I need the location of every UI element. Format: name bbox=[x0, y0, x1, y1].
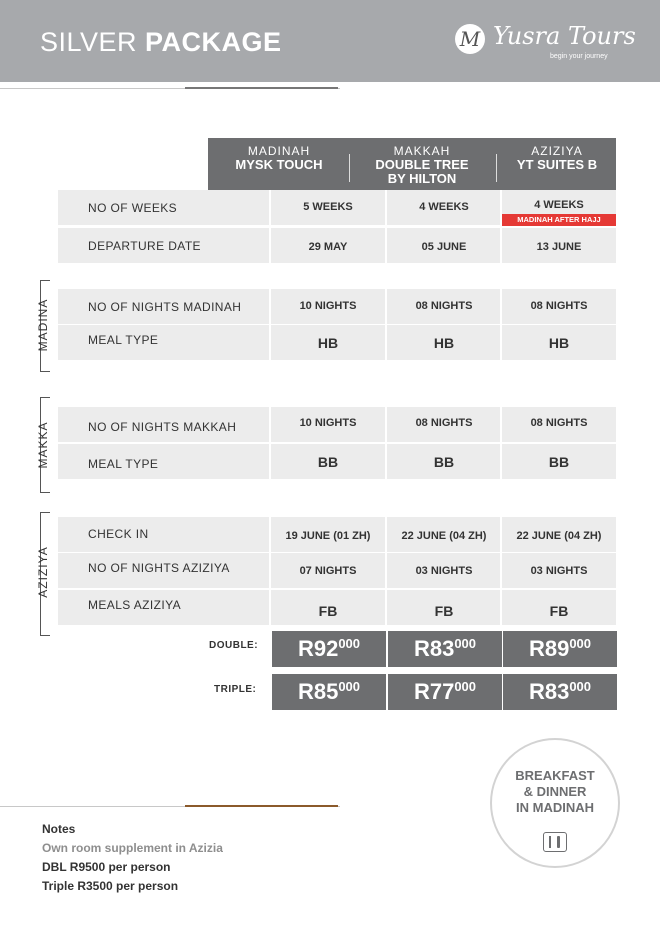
cell-value: 08 NIGHTS bbox=[530, 300, 588, 312]
row-label: NO OF WEEKS bbox=[88, 201, 178, 215]
price-double-madinah: $R92^{000}$ bbox=[272, 631, 386, 667]
row-label: NO OF NIGHTS MADINAH bbox=[88, 300, 242, 314]
logo-mark-icon: M bbox=[455, 24, 485, 54]
row-meal-makkah bbox=[58, 444, 616, 479]
cell-value: 22 JUNE (04 ZH) bbox=[401, 530, 487, 542]
row-label: DEPARTURE DATE bbox=[88, 239, 201, 253]
header-bar bbox=[0, 0, 660, 82]
row-label: NO OF NIGHTS MAKKAH bbox=[88, 420, 237, 434]
cell-value: 22 JUNE (04 ZH) bbox=[516, 530, 602, 542]
cell-value: 05 JUNE bbox=[421, 241, 467, 253]
cell-value: HB bbox=[548, 335, 570, 351]
row-nights-aziziya bbox=[58, 553, 616, 588]
cell-value: 13 JUNE bbox=[536, 241, 582, 253]
row-label: CHECK IN bbox=[88, 527, 149, 541]
cell-value: 08 NIGHTS bbox=[415, 417, 473, 429]
cell-value: 03 NIGHTS bbox=[415, 565, 473, 577]
column-header-makkah: MAKKAH DOUBLE TREE BY HILTON bbox=[375, 144, 469, 186]
cell-value: 08 NIGHTS bbox=[530, 417, 588, 429]
cell-value: 10 NIGHTS bbox=[299, 300, 357, 312]
notes-line: Triple R3500 per person bbox=[42, 879, 179, 893]
row-label: NO OF NIGHTS AZIZIYA bbox=[88, 561, 230, 575]
cell-value: 19 JUNE (01 ZH) bbox=[285, 530, 371, 542]
row-nights-makkah bbox=[58, 407, 616, 442]
cell-value: 4 WEEKS bbox=[419, 201, 469, 213]
row-label: MEALS AZIZIYA bbox=[88, 598, 182, 612]
cell-value: FB bbox=[549, 603, 569, 619]
row-check-in bbox=[58, 517, 616, 552]
section-label-aziziya: AZIZIYA bbox=[36, 546, 50, 598]
column-header-aziziya: AZIZIYA YT SUITES B bbox=[516, 144, 598, 172]
cell-value: 03 NIGHTS bbox=[530, 565, 588, 577]
logo-brand-name: Yusra Tours bbox=[493, 22, 636, 50]
cell-value: 08 NIGHTS bbox=[415, 300, 473, 312]
row-label: MEAL TYPE bbox=[88, 457, 159, 471]
cell-value: HB bbox=[317, 335, 339, 351]
row-nights-madinah bbox=[58, 289, 616, 324]
cell-value: BB bbox=[317, 454, 339, 470]
notes-heading: Notes bbox=[42, 822, 76, 836]
notes-line: Own room supplement in Azizia bbox=[42, 841, 223, 855]
section-label-madina: MADINA bbox=[36, 298, 50, 352]
page-title: SILVER PACKAGE bbox=[40, 27, 282, 57]
price-triple-madinah: $R85^{000}$ bbox=[272, 674, 386, 710]
double-label: DOUBLE: bbox=[209, 640, 259, 651]
row-meals-aziziya bbox=[58, 590, 616, 625]
cell-value: BB bbox=[548, 454, 570, 470]
fork-knife-icon bbox=[543, 832, 567, 852]
cell-value: 29 MAY bbox=[308, 241, 348, 253]
bottom-divider-accent bbox=[185, 805, 338, 807]
price-double-makkah: $R83^{000}$ bbox=[388, 631, 502, 667]
top-divider-accent bbox=[185, 87, 338, 89]
row-meal-madinah bbox=[58, 325, 616, 360]
cell-value: 07 NIGHTS bbox=[299, 565, 357, 577]
price-triple-aziziya: $R83^{000}$ bbox=[503, 674, 617, 710]
breakfast-dinner-badge: BREAKFAST & DINNER IN MADINAH bbox=[490, 738, 620, 868]
section-label-makka: MAKKA bbox=[36, 421, 50, 469]
column-header-madinah: MADINAH MYSK TOUCH bbox=[235, 144, 323, 172]
notes-block bbox=[42, 820, 223, 896]
madinah-after-hajj-badge: MADINAH AFTER HAJJ bbox=[502, 214, 616, 226]
notes-line: DBL R9500 per person bbox=[42, 860, 171, 874]
price-triple-makkah: $R77^{000}$ bbox=[388, 674, 502, 710]
cell-value: FB bbox=[318, 603, 338, 619]
logo-tagline: begin your journey bbox=[550, 53, 608, 60]
cell-value: BB bbox=[433, 454, 455, 470]
row-departure bbox=[58, 228, 616, 263]
brand-logo bbox=[455, 22, 645, 66]
cell-value: 5 WEEKS bbox=[303, 201, 353, 213]
price-double-aziziya: $R89^{000}$ bbox=[503, 631, 617, 667]
column-separator bbox=[349, 154, 350, 182]
row-label: MEAL TYPE bbox=[88, 333, 159, 347]
cell-value: HB bbox=[433, 335, 455, 351]
triple-label: TRIPLE: bbox=[214, 684, 257, 695]
cell-value: 10 NIGHTS bbox=[299, 417, 357, 429]
column-header-bar bbox=[208, 138, 616, 190]
cell-value: 4 WEEKS bbox=[534, 199, 584, 211]
cell-value: FB bbox=[434, 603, 454, 619]
